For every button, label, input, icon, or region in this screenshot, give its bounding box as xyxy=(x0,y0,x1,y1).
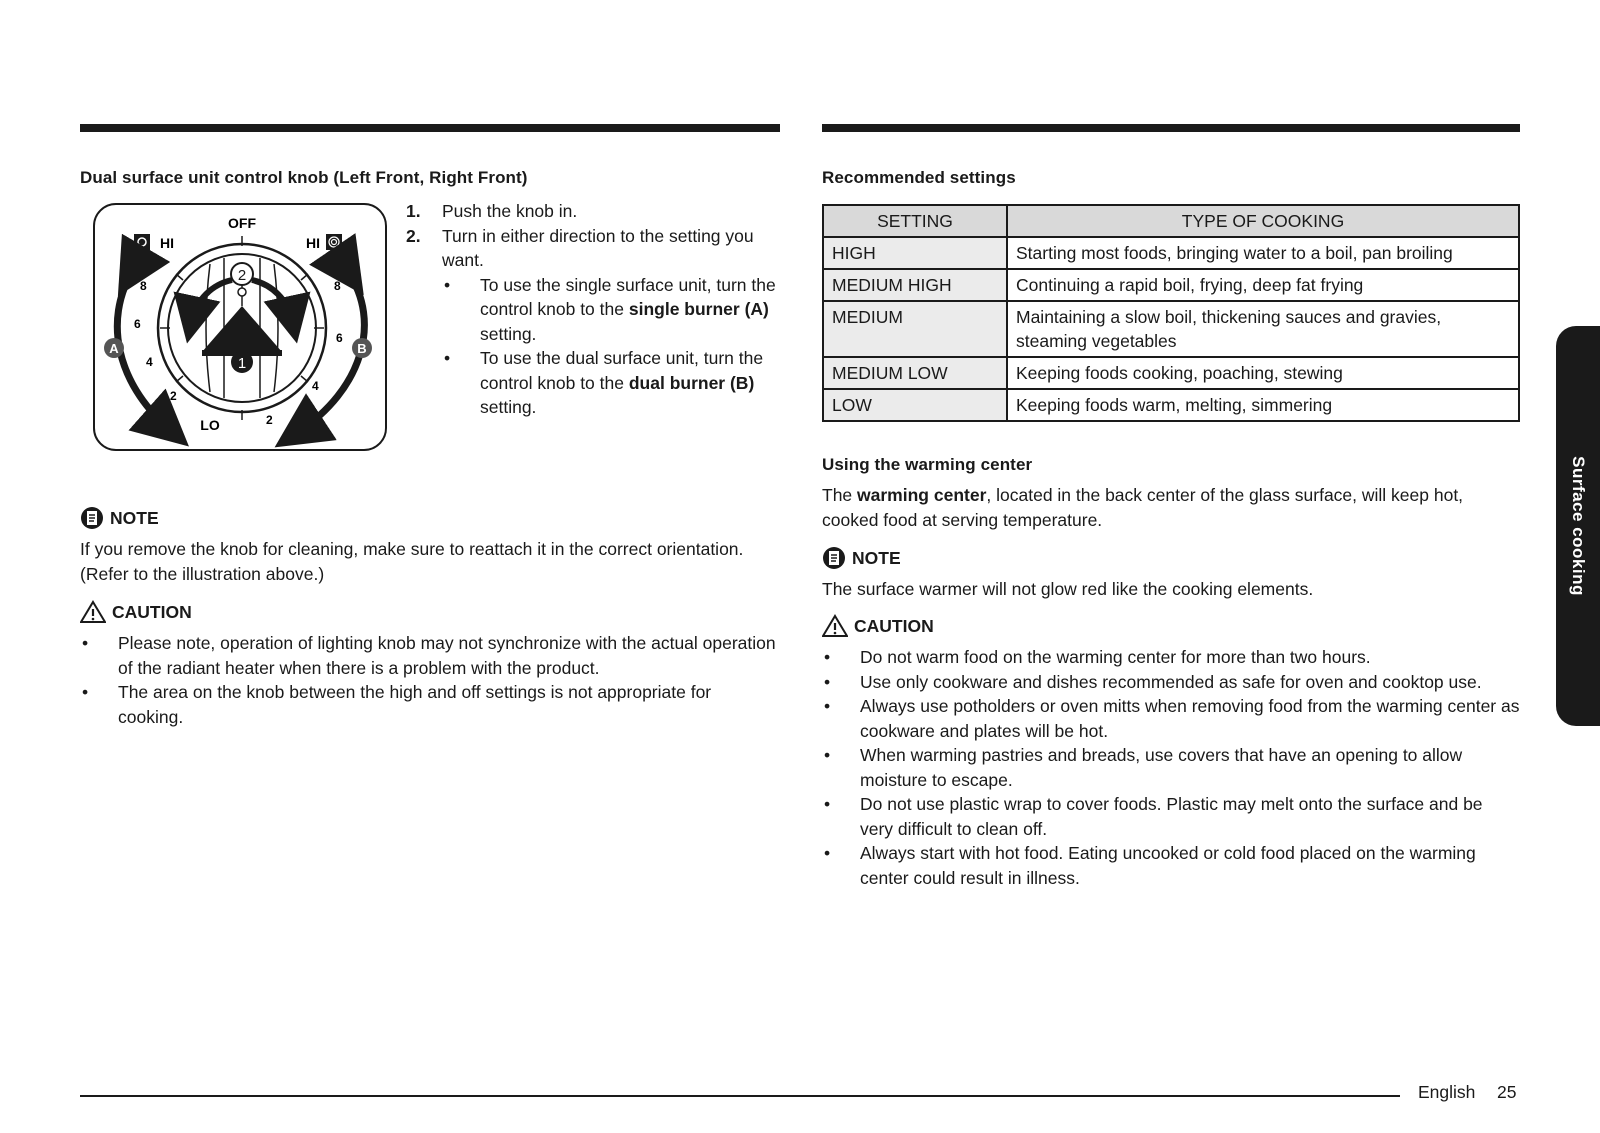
settings-table xyxy=(822,204,1520,422)
sub-item xyxy=(442,273,780,347)
warning-icon xyxy=(80,600,106,624)
control-knob-diagram xyxy=(92,202,392,454)
label-hi-right: HI xyxy=(306,235,320,251)
table-row xyxy=(823,357,1519,389)
type-cell: Continuing a rapid boil, frying, deep fat frying xyxy=(1007,269,1519,301)
step-text: Push the knob in. xyxy=(442,201,578,221)
sub-item-text: setting. xyxy=(480,323,537,344)
sub-item-bold: dual burner (B) xyxy=(628,372,755,393)
note-icon xyxy=(80,506,104,530)
label-hi-left: HI xyxy=(160,235,174,251)
caution-item: • Always use potholders or oven mitts when removing food from the warming center as cookware and plates will be hot. xyxy=(822,694,1520,743)
label-a: A xyxy=(109,341,119,356)
step-1-number: 1 xyxy=(237,355,247,372)
knob-section-title: Dual surface unit control knob (Left Front, Right Front) xyxy=(80,168,528,187)
dual-burner-icon xyxy=(326,234,342,250)
right-top-rule xyxy=(822,124,1520,132)
caution-label: CAUTION xyxy=(112,601,192,622)
step-text: Turn in either direction to the setting you want. xyxy=(442,225,754,270)
left-mark-6: 6 xyxy=(134,317,141,331)
type-cell: Keeping foods warm, melting, simmering xyxy=(1007,389,1519,421)
setting-cell: MEDIUM xyxy=(823,301,1007,357)
warming-text-bold: warming center xyxy=(857,485,987,505)
left-mark-4: 4 xyxy=(146,355,153,369)
right-note-heading xyxy=(822,546,901,570)
warming-center-text xyxy=(822,483,1520,532)
footer-rule xyxy=(80,1095,1400,1097)
setting-cell: HIGH xyxy=(823,237,1007,269)
note-label: NOTE xyxy=(110,507,159,528)
single-burner-icon xyxy=(134,234,150,250)
type-cell: Starting most foods, bringing water to a boil, pan broiling xyxy=(1007,237,1519,269)
knob-steps xyxy=(406,199,780,420)
caution-item: • The area on the knob between the high and off settings is not appropriate for cooking. xyxy=(80,680,780,729)
right-mark-4: 4 xyxy=(312,379,319,393)
table-row xyxy=(823,269,1519,301)
left-note-heading xyxy=(80,506,159,530)
left-note-text: If you remove the knob for cleaning, make sure to reattach it in the correct orientation. (Refer to the illustration above.) xyxy=(80,539,744,584)
type-cell: Keeping foods cooking, poaching, stewing xyxy=(1007,357,1519,389)
footer-language: English xyxy=(1418,1082,1476,1102)
label-off: OFF xyxy=(228,215,256,231)
right-mark-6: 6 xyxy=(336,331,343,345)
note-icon xyxy=(822,546,846,570)
left-mark-2: 2 xyxy=(170,389,177,403)
left-caution-heading xyxy=(80,600,192,624)
warming-text-post: , located in the back center of the glass surface, will keep hot, cooked food at serving temperature. xyxy=(822,485,1464,530)
sub-item-text: setting. xyxy=(480,397,537,417)
right-caution-list xyxy=(822,645,1520,890)
caution-item: • Use only cookware and dishes recommended as safe for oven and cooktop use. xyxy=(822,670,1520,695)
right-note-text: The surface warmer will not glow red like the cooking elements. xyxy=(822,579,1314,599)
caution-item: • Do not use plastic wrap to cover foods. Plastic may melt onto the surface and be very difficult to clean off. xyxy=(822,792,1520,841)
left-mark-8: 8 xyxy=(140,279,147,293)
right-caution-heading xyxy=(822,614,934,638)
caution-item: • Always start with hot food. Eating uncooked or cold food placed on the warming center could result in illness. xyxy=(822,841,1520,890)
warming-text-pre: The xyxy=(822,485,858,505)
caution-item: • When warming pastries and breads, use covers that have an opening to allow moisture to escape. xyxy=(822,743,1520,792)
col-header-setting: SETTING xyxy=(823,205,1007,237)
left-caution-list xyxy=(80,631,780,729)
step-number: 2. xyxy=(406,225,421,246)
caution-item: • Do not warm food on the warming center for more than two hours. xyxy=(822,645,1520,670)
table-row xyxy=(823,237,1519,269)
left-top-rule xyxy=(80,124,780,132)
setting-cell: MEDIUM LOW xyxy=(823,357,1007,389)
page-number: 25 xyxy=(1497,1082,1517,1102)
settings-table-wrap xyxy=(822,204,1520,422)
sub-item-bold: single burner (A) xyxy=(628,299,769,319)
col-header-type: TYPE OF COOKING xyxy=(1007,205,1519,237)
right-mark-2: 2 xyxy=(266,413,273,427)
sub-item-text: To use the single surface unit, turn the control knob to the xyxy=(480,274,776,319)
table-header-row xyxy=(823,205,1519,237)
sub-item-text: To use the dual surface unit, turn the control knob to the xyxy=(480,348,764,393)
caution-item: • Please note, operation of lighting knob may not synchronize with the actual operation of the radiant heater when there is a problem with the product. xyxy=(80,631,780,680)
caution-label: CAUTION xyxy=(854,615,934,636)
step-2-number: 2 xyxy=(237,267,247,284)
warming-center-title: Using the warming center xyxy=(822,455,1033,474)
table-row xyxy=(823,389,1519,421)
step-item xyxy=(406,224,780,420)
note-label: NOTE xyxy=(852,547,901,568)
sub-item xyxy=(442,346,780,420)
label-lo: LO xyxy=(200,417,220,433)
type-cell: Maintaining a slow boil, thickening sauces and gravies, steaming vegetables xyxy=(1007,301,1519,357)
right-mark-8: 8 xyxy=(334,279,341,293)
step-number: 1. xyxy=(406,201,421,221)
warning-icon xyxy=(822,614,848,638)
step-item xyxy=(406,199,780,224)
table-row xyxy=(823,301,1519,357)
chapter-side-tab-label: Surface cooking xyxy=(1569,456,1588,596)
setting-cell: LOW xyxy=(823,389,1007,421)
setting-cell: MEDIUM HIGH xyxy=(823,269,1007,301)
recommended-settings-title: Recommended settings xyxy=(822,168,1016,187)
label-b: B xyxy=(357,341,367,356)
